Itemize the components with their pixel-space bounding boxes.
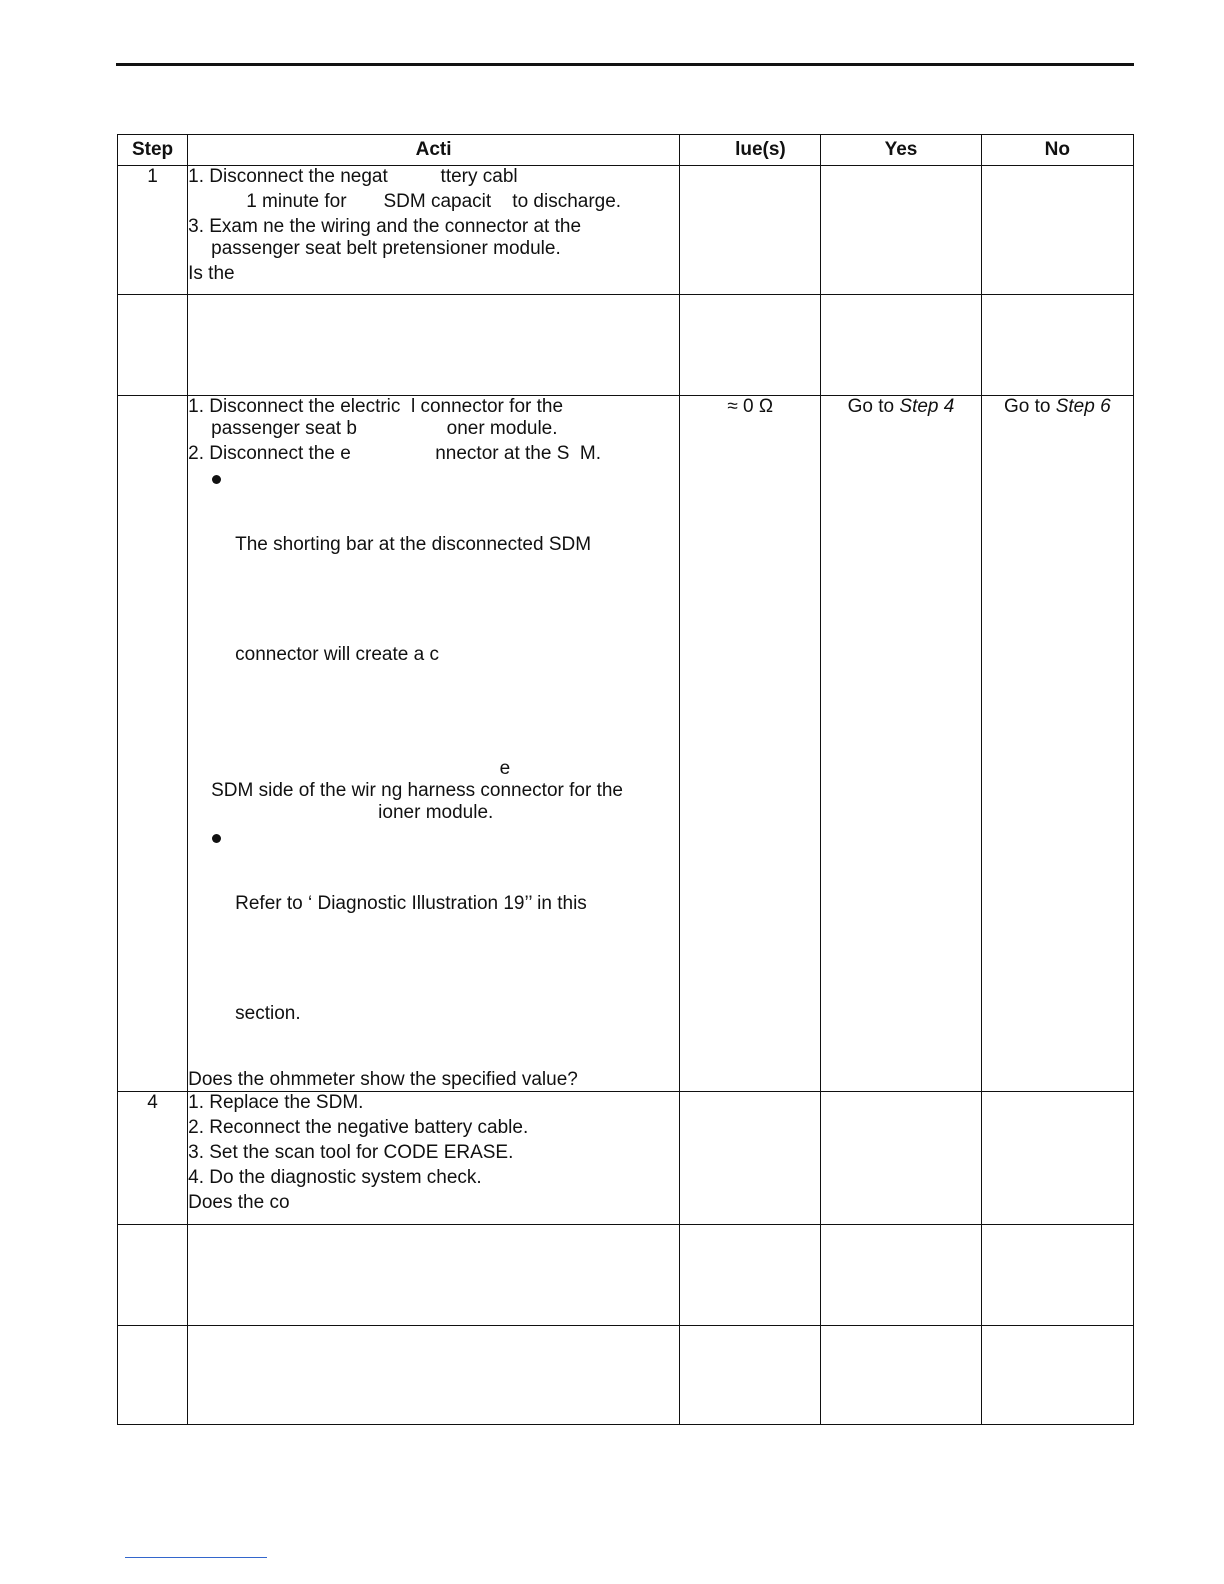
- value-cell: [680, 295, 821, 396]
- yes-cell: [821, 166, 981, 295]
- table-row: [118, 1326, 1134, 1425]
- action-line: 1. Disconnect the negat ttery cabl: [188, 166, 518, 187]
- action-question: Does the ohmmeter show the specified value?: [188, 1069, 578, 1090]
- action-line: section.: [235, 1003, 301, 1024]
- action-line: Is the: [188, 263, 235, 284]
- table-row: [118, 295, 1134, 396]
- header-rule: [116, 63, 1134, 66]
- action-line: 1 minute for SDM capacit to discharge.: [188, 191, 622, 212]
- step-number: 1: [118, 166, 188, 295]
- yes-cell: [821, 1326, 981, 1425]
- value-cell: [680, 166, 821, 295]
- no-cell: [981, 166, 1133, 295]
- table-row: [118, 1092, 1134, 1225]
- action-cell: [188, 1326, 680, 1425]
- value-cell: [680, 1326, 821, 1425]
- action-line-wrap: [188, 600, 679, 710]
- action-line: 2. Reconnect the negative battery cable.: [188, 1117, 529, 1138]
- table-row: [118, 396, 1134, 1092]
- action-line: SDM side of the wir ng harness connector for the: [211, 780, 623, 801]
- action-line: 1. Replace the SDM.: [188, 1092, 364, 1113]
- action-line: The shorting bar at the disconnected SDM: [235, 534, 592, 555]
- step-number: [118, 1225, 188, 1326]
- action-line: 3. Exam ne the wiring and the connector at the: [188, 216, 582, 237]
- yes-cell: [821, 396, 981, 1092]
- step-number: [118, 295, 188, 396]
- yes-cell: [821, 1092, 981, 1225]
- action-line: 1. Disconnect the electric l connector for the: [188, 396, 564, 417]
- diagnostic-table: [117, 134, 1134, 1425]
- action-cell: [188, 1092, 680, 1225]
- step-number: [118, 1326, 188, 1425]
- yes-cell: [821, 1225, 981, 1326]
- action-line-wrap: [188, 959, 679, 1069]
- no-step-link: Step 6: [1055, 396, 1111, 417]
- bullet-item: [188, 468, 679, 600]
- action-line: passenger seat belt pretensioner module.: [211, 238, 561, 259]
- no-cell: [981, 396, 1133, 1092]
- step-number: 4: [118, 1092, 188, 1225]
- action-line: passenger seat b oner module.: [211, 418, 558, 439]
- value-cell: [680, 1225, 821, 1326]
- yes-cell: [821, 295, 981, 396]
- value-cell: [680, 1092, 821, 1225]
- action-cell: [188, 1225, 680, 1326]
- action-cell: [188, 396, 680, 1092]
- no-cell: [981, 1092, 1133, 1225]
- value-cell: ≈ 0 Ω: [680, 396, 821, 1092]
- bullet-icon: [212, 475, 221, 484]
- table-row: [118, 166, 1134, 295]
- step-number: [118, 396, 188, 1092]
- action-line: Does the co: [188, 1192, 290, 1213]
- action-line: 2. Disconnect the e nnector at the S M.: [188, 443, 602, 464]
- table-row: [118, 1225, 1134, 1326]
- no-prefix: Go to: [1003, 396, 1056, 417]
- header-values: lue(s): [680, 135, 821, 166]
- header-yes: Yes: [821, 135, 981, 166]
- footer-link-underline: [125, 1557, 267, 1558]
- action-cell: [188, 295, 680, 396]
- action-line: e: [188, 758, 511, 779]
- action-line: Refer to ‘ Diagnostic Illustration 19’’ in this: [235, 893, 587, 914]
- table-header-row: [118, 135, 1134, 166]
- no-cell: [981, 1225, 1133, 1326]
- header-no: No: [981, 135, 1133, 166]
- header-step: Step: [118, 135, 188, 166]
- no-cell: [981, 1326, 1133, 1425]
- bullet-icon: [212, 834, 221, 843]
- action-line: 4. Do the diagnostic system check.: [188, 1167, 482, 1188]
- action-cell: [188, 166, 680, 295]
- no-cell: [981, 295, 1133, 396]
- yes-step-link: Step 4: [899, 396, 955, 417]
- yes-prefix: Go to: [847, 396, 900, 417]
- header-action: Acti: [188, 135, 680, 166]
- action-line: ioner module.: [188, 802, 494, 823]
- action-line: connector will create a c: [235, 644, 439, 665]
- action-line: 3. Set the scan tool for CODE ERASE.: [188, 1142, 514, 1163]
- bullet-item: [188, 827, 679, 959]
